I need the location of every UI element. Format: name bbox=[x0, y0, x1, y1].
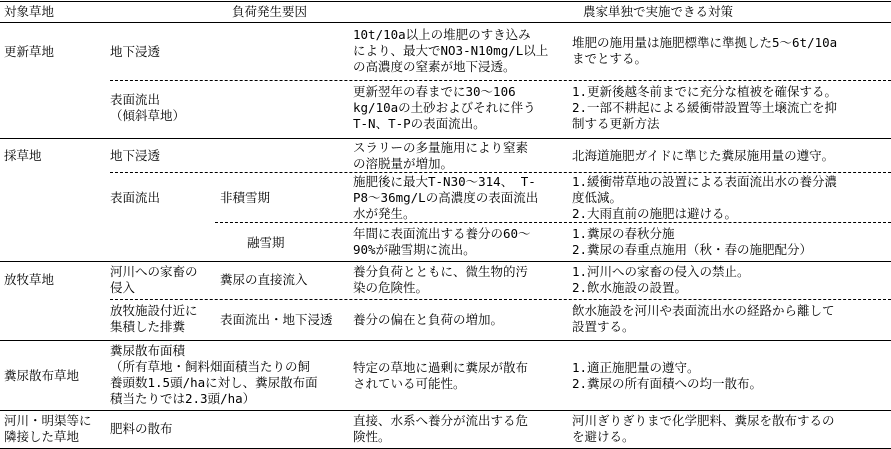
measure: 飲水施設を河川や表面流出水の経路から離して 設置する。 bbox=[572, 303, 835, 334]
factor-livestock-entry: 河川への家畜の 侵入 bbox=[110, 264, 198, 295]
row-divider bbox=[110, 172, 891, 173]
measure: 1.緩衝帯草地の設置による表面流出水の養分濃 度低減。 2.大雨直前の施肥は避ける。 bbox=[572, 174, 838, 221]
row-divider bbox=[0, 138, 891, 139]
row-divider bbox=[110, 80, 891, 81]
factor-leaching: 地下浸透 bbox=[110, 148, 161, 163]
description: 直接、水系へ養分が流出する危 険性。 bbox=[353, 413, 529, 444]
factor-direct-inflow: 糞尿の直接流入 bbox=[220, 272, 308, 287]
header-factor: 負荷発生要因 bbox=[232, 4, 308, 19]
description: 施肥後に最大T-N30～314、 T- P8～36mg/Lの高濃度の表面流出 水が発生。 bbox=[353, 174, 539, 221]
grassland-type-riverside: 河川・明渠等に 隣接した草地 bbox=[4, 413, 92, 444]
grassland-type-grazing: 放牧草地 bbox=[4, 272, 55, 287]
header-measure: 農家単独で実施できる対策 bbox=[583, 4, 734, 19]
description: 特定の草地に過剰に糞尿が散布 されている可能性。 bbox=[353, 360, 529, 391]
description: 養分の偏在と負荷の増加。 bbox=[353, 312, 504, 327]
measure: 堆肥の施用量は施肥標準に準拠した5～6t/10a までとする。 bbox=[572, 35, 838, 66]
factor-leaching: 地下浸透 bbox=[110, 44, 161, 59]
table-top-rule bbox=[0, 1, 891, 2]
measure: 北海道施肥ガイドに準じた糞尿施用量の遵守。 bbox=[572, 148, 835, 163]
factor-runoff: 表面流出 bbox=[110, 190, 161, 205]
season-non-snow: 非積雪期 bbox=[220, 190, 271, 205]
season-snowmelt: 融雪期 bbox=[247, 235, 285, 250]
description: 年間に表面流出する養分の60～ 90%が融雪期に流出。 bbox=[353, 226, 531, 257]
row-divider bbox=[215, 222, 891, 223]
description: 10t/10a以上の堆肥のすき込み により、最大でNO3-N10mg/L以上 の高濃度の窒素が地下浸透。 bbox=[353, 27, 549, 74]
measure: 1.更新後越冬前までに充分な植被を確保する。 2.一部不耕起による緩衝帯設置等土壌流亡を抑 制する更新方法 bbox=[572, 84, 838, 131]
factor-runoff: 表面流出 （傾斜草地） bbox=[110, 92, 186, 123]
description: 更新翌年の春までに30～106 kg/10aの土砂およびそれに伴う T-N、T-Pの表面流出。 bbox=[353, 84, 536, 131]
measure: 1.糞尿の春秋分施 2.糞尿の春重点施用（秋・春の施肥配分） bbox=[572, 226, 813, 257]
grassland-type-renewal: 更新草地 bbox=[4, 44, 55, 59]
row-divider bbox=[0, 410, 891, 411]
measure: 河川ぎりぎりまで化学肥料、糞尿を散布するの を避ける。 bbox=[572, 413, 835, 444]
row-divider bbox=[0, 261, 891, 262]
grassland-type-manure: 糞尿散布草地 bbox=[4, 368, 80, 383]
factor-fertilizer: 肥料の散布 bbox=[110, 421, 173, 436]
factor-concentrated-dung: 放牧施設付近に 集積した排糞 bbox=[110, 303, 198, 334]
row-divider bbox=[0, 340, 891, 341]
description: 養分負荷とともに、微生物的汚 染の危険性。 bbox=[353, 264, 529, 295]
measure: 1.河川への家畜の侵入の禁止。 2.飲水施設の設置。 bbox=[572, 264, 750, 295]
row-divider bbox=[110, 299, 891, 300]
description: スラリーの多量施用により窒素 の溶脱量が増加。 bbox=[353, 140, 529, 171]
factor-manure-area: 糞尿散布面積 （所有草地・飼料畑面積当たりの飼 養頭数1.5頭/haに対し、糞尿散布面 積当たりでは2.3頭/ha） bbox=[110, 343, 318, 406]
factor-surface-leaching: 表面流出・地下浸透 bbox=[220, 312, 333, 327]
grassland-type-hay: 採草地 bbox=[4, 148, 42, 163]
measure: 1.適正施肥量の遵守。 2.糞尿の所有面積への均一散布。 bbox=[572, 360, 763, 391]
header-target: 対象草地 bbox=[4, 4, 55, 19]
header-bottom-rule bbox=[0, 22, 891, 23]
